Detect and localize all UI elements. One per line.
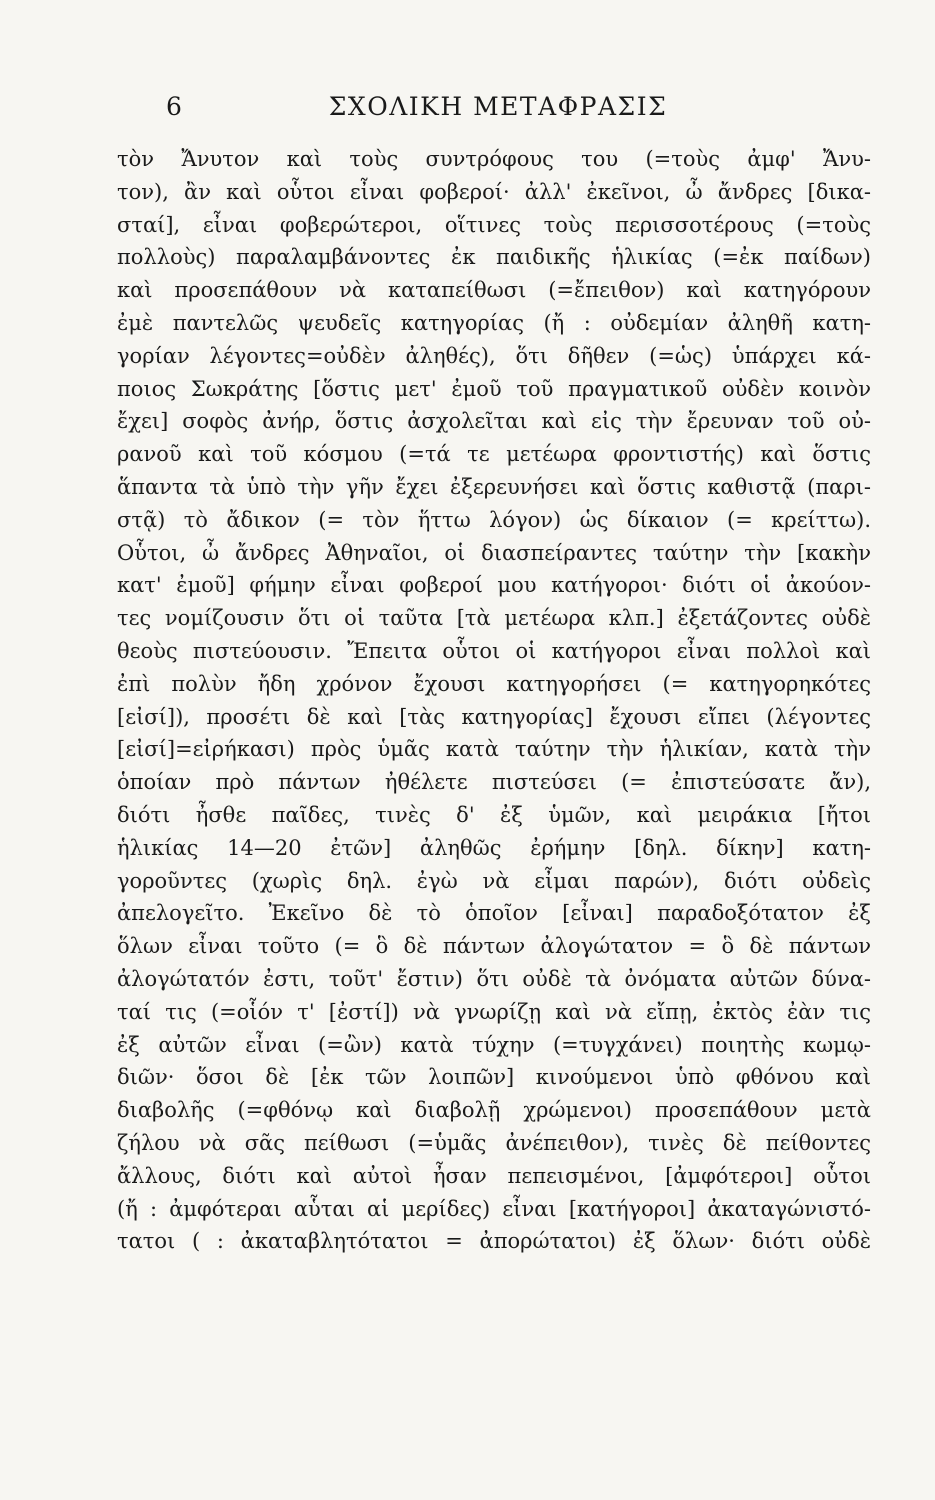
page-header (118, 92, 878, 132)
text-line: ὅλων εἶναι τοῦτο (= ὃ δὲ πάντων ἀλογώτατον = ὃ δὲ πάντων (117, 934, 871, 959)
text-line: καὶ προσεπάθουν νὰ καταπείθωσι (=ἔπειθον) καὶ κατηγόρουν (117, 278, 871, 303)
text-line: ρανοῦ καὶ τοῦ κόσμου (=τά τε μετέωρα φροντιστής) καὶ ὅστις (117, 442, 871, 467)
text-line: ἐπὶ πολὺν ἤδη χρόνον ἔχουσι κατηγορήσει (= κατηγορηκότες (117, 671, 871, 696)
text-line: ποιος Σωκράτης [ὅστις μετ' ἐμοῦ τοῦ πραγματικοῦ οὐδὲν κοινὸν (117, 376, 871, 401)
text-line: τες νομίζουσιν ὅτι οἱ ταῦτα [τὰ μετέωρα κλπ.] ἐξετάζοντες οὐδὲ (117, 606, 871, 631)
text-line: διῶν· ὅσοι δὲ [ἐκ τῶν λοιπῶν] κινούμενοι ὑπὸ φθόνου καὶ (117, 1065, 871, 1090)
text-line: τατοι ( : ἀκαταβλητότατοι = ἀπορώτατοι) ἐξ ὅλων· διότι οὐδὲ (117, 1229, 871, 1254)
running-title: ΣΧΟΛΙΚΗ ΜΕΤΑΦΡΑΣΙΣ (328, 92, 668, 121)
text-line: γορίαν λέγοντες=οὐδὲν ἀληθές), ὅτι δῆθεν (=ὡς) ὑπάρχει κά- (117, 343, 871, 368)
page-number: 6 (166, 92, 183, 121)
text-line: ἄλλους, διότι καὶ αὐτοὶ ἦσαν πεπεισμένοι, [ἀμφότεροι] οὗτοι (117, 1163, 871, 1188)
text-line: ἐξ αὐτῶν εἶναι (=ὢν) κατὰ τύχην (=τυγχάνει) ποιητὴς κωμῳ- (117, 1032, 871, 1057)
text-line: θεοὺς πιστεύουσιν. Ἔπειτα οὗτοι οἱ κατήγοροι εἶναι πολλοὶ καὶ (117, 638, 871, 663)
text-line: [εἰσί]), προσέτι δὲ καὶ [τὰς κατηγορίας] ἔχουσι εἴπει (λέγοντες (117, 704, 871, 729)
text-line: τὸν Ἄνυτον καὶ τοὺς συντρόφους του (=τοὺς ἀμφ' Ἄνυ- (117, 147, 871, 171)
text-line: ἀπελογεῖτο. Ἐκεῖνο δὲ τὸ ὁποῖον [εἶναι] παραδοξότατον ἐξ (117, 901, 871, 926)
text-line: ταί τις (=οἷόν τ' [ἐστί]) νὰ γνωρίζῃ καὶ νὰ εἴπῃ, ἐκτὸς ἐὰν τις (117, 999, 871, 1024)
text-line: ὁποίαν πρὸ πάντων ἠθέλετε πιστεύσει (= ἐπιστεύσατε ἄν), (117, 770, 871, 795)
text-line: Οὗτοι, ὦ ἄνδρες Ἀθηναῖοι, οἱ διασπείραντες ταύτην τὴν [κακὴν (117, 540, 871, 565)
text-line: διαβολῆς (=φθόνῳ καὶ διαβολῇ χρώμενοι) προσεπάθουν μετὰ (117, 1098, 871, 1123)
text-line: ἀλογώτατόν ἐστι, τοῦτ' ἔστιν) ὅτι οὐδὲ τὰ ὀνόματα αὐτῶν δύνα- (117, 966, 871, 991)
text-line: τον), ἂν καὶ οὗτοι εἶναι φοβεροί· ἀλλ' ἐκεῖνοι, ὦ ἄνδρες [δικα- (117, 179, 871, 204)
text-line: [εἰσί]=εἰρήκασι) πρὸς ὑμᾶς κατὰ ταύτην τὴν ἡλικίαν, κατὰ τὴν (117, 737, 871, 762)
text-line: διότι ἦσθε παῖδες, τινὲς δ' ἐξ ὑμῶν, καὶ μειράκια [ἤτοι (117, 802, 871, 827)
text-line: κατ' ἐμοῦ] φήμην εἶναι φοβεροί μου κατήγοροι· διότι οἱ ἀκούον- (117, 573, 871, 598)
text-line: ζήλου νὰ σᾶς πείθωσι (=ὑμᾶς ἀνέπειθον), τινὲς δὲ πείθοντες (117, 1130, 871, 1155)
text-line: σταί], εἶναι φοβερώτεροι, οἵτινες τοὺς περισσοτέρους (=τοὺς (117, 212, 871, 237)
text-line: γοροῦντες (χωρὶς δηλ. ἐγὼ νὰ εἶμαι παρών), διότι οὐδεὶς (117, 868, 871, 893)
text-line: στᾷ) τὸ ἄδικον (= τὸν ἥττω λόγον) ὡς δίκαιον (= κρείττω). (117, 507, 871, 532)
body-text (117, 143, 871, 1258)
text-line: πολλοὺς) παραλαμβάνοντες ἐκ παιδικῆς ἡλικίας (=ἐκ παίδων) (117, 245, 871, 270)
text-line: ἅπαντα τὰ ὑπὸ τὴν γῆν ἔχει ἐξερευνήσει καὶ ὅστις καθιστᾷ (παρι- (117, 474, 871, 499)
text-line: ἔχει] σοφὸς ἀνήρ, ὅστις ἀσχολεῖται καὶ εἰς τὴν ἔρευναν τοῦ οὐ- (117, 409, 871, 434)
text-line: (ἤ : ἀμφότεραι αὗται αἱ μερίδες) εἶναι [κατήγοροι] ἀκαταγώνιστό- (117, 1196, 871, 1221)
text-line: ἡλικίας 14—20 ἐτῶν] ἀληθῶς ἐρήμην [δηλ. δίκην] κατη- (117, 835, 871, 860)
text-line: ἐμὲ παντελῶς ψευδεῖς κατηγορίας (ἤ : οὐδεμίαν ἀληθῆ κατη- (117, 310, 871, 335)
